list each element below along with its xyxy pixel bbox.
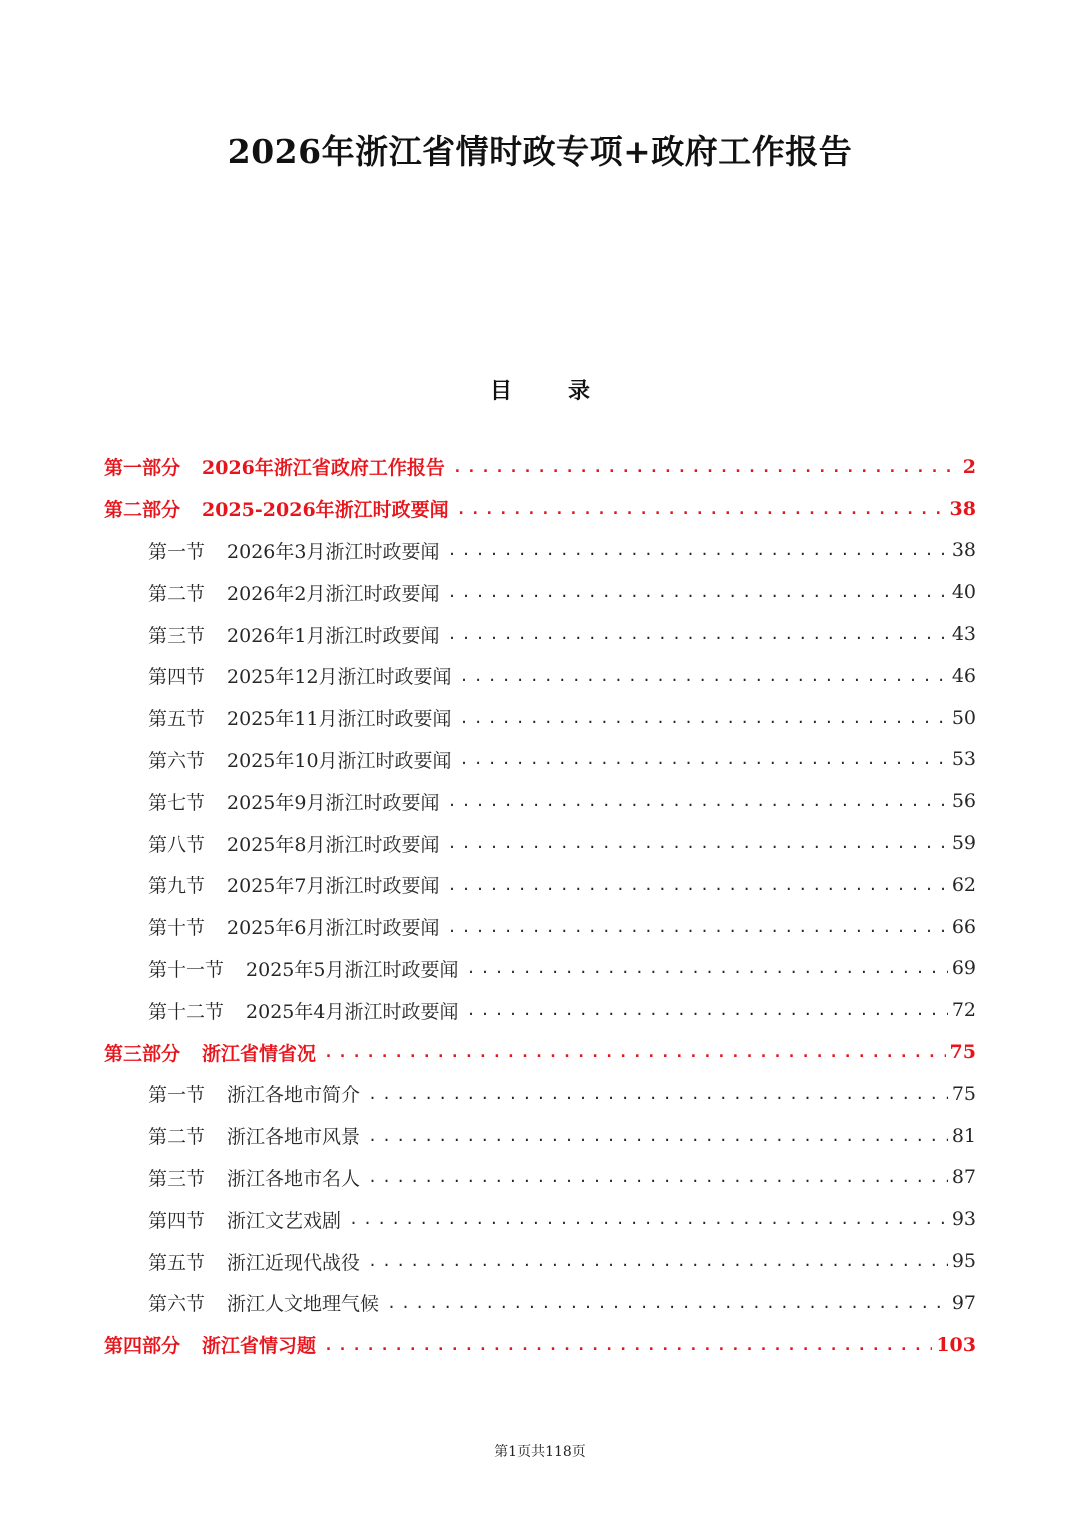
- toc-dot-leader: [460, 709, 948, 727]
- toc-entry-title: 浙江省情省况: [202, 1042, 317, 1065]
- toc-dot-leader: [368, 1252, 948, 1270]
- toc-section-entry[interactable]: [104, 697, 976, 739]
- toc-dot-leader: [447, 625, 947, 643]
- toc-dot-leader: [447, 918, 947, 936]
- toc-section-entry[interactable]: [104, 1282, 976, 1324]
- toc-section-entry[interactable]: [104, 1073, 976, 1115]
- toc-section-entry[interactable]: [104, 906, 976, 948]
- toc-dot-leader: [349, 1210, 948, 1228]
- toc-section-entry[interactable]: [104, 571, 976, 613]
- toc-entry-label: 第一节: [148, 1084, 206, 1107]
- toc-entry-label: 第十节: [148, 917, 206, 940]
- toc-section-entry[interactable]: [104, 1115, 976, 1157]
- toc-dot-leader: [460, 750, 948, 768]
- toc-section-entry[interactable]: [104, 864, 976, 906]
- toc-page-number: 50: [951, 706, 976, 729]
- toc-entry-title: 浙江各地市风景: [227, 1126, 361, 1149]
- toc-entry-title: 2025-2026年浙江时政要闻: [202, 499, 449, 522]
- toc-section-entry[interactable]: [104, 989, 976, 1031]
- toc-page-number: 43: [951, 623, 976, 646]
- page-footer: 第1页共118页: [494, 1444, 586, 1460]
- toc-dot-leader: [447, 541, 947, 559]
- toc-entry-title: 2025年7月浙江时政要闻: [227, 875, 440, 898]
- toc-entry-label: 第十一节: [148, 958, 225, 981]
- toc-entry-title: 2025年9月浙江时政要闻: [227, 791, 440, 814]
- toc-dot-leader: [457, 500, 946, 518]
- document-title: 2026年浙江省情时政专项+政府工作报告: [227, 132, 853, 172]
- toc-dot-leader: [324, 1336, 932, 1354]
- toc-dot-leader: [466, 959, 947, 977]
- toc-entry-label: 第五节: [148, 1251, 206, 1274]
- toc-entry-title: 浙江近现代战役: [227, 1251, 361, 1274]
- toc-section-entry[interactable]: [104, 948, 976, 990]
- toc-section-entry[interactable]: [104, 655, 976, 697]
- toc-entry-title: 2025年8月浙江时政要闻: [227, 833, 440, 856]
- toc-entry-label: 第二部分: [104, 499, 181, 522]
- toc-entry-label: 第一节: [148, 540, 206, 563]
- toc-section-entry[interactable]: [104, 739, 976, 781]
- toc-dot-leader: [447, 876, 947, 894]
- toc-page-number: 2: [962, 455, 976, 478]
- toc-dot-leader: [453, 458, 959, 476]
- toc-part-entry[interactable]: [104, 1324, 976, 1366]
- toc-page-number: 59: [951, 832, 976, 855]
- toc-page-number: 38: [949, 497, 976, 520]
- toc-entry-label: 第四部分: [104, 1335, 181, 1358]
- toc-dot-leader: [460, 667, 948, 685]
- toc-entry-title: 2026年1月浙江时政要闻: [227, 624, 440, 647]
- toc-entry-title: 2025年4月浙江时政要闻: [246, 1000, 459, 1023]
- toc-page-number: 97: [951, 1291, 976, 1314]
- toc-entry-label: 第二节: [148, 1126, 206, 1149]
- toc-dot-leader: [447, 583, 947, 601]
- toc-page-number: 46: [951, 664, 976, 687]
- toc-entry-title: 2026年2月浙江时政要闻: [227, 582, 440, 605]
- toc-dot-leader: [368, 1085, 948, 1103]
- toc-entry-title: 2025年12月浙江时政要闻: [227, 666, 452, 689]
- toc-entry-title: 2025年5月浙江时政要闻: [246, 958, 459, 981]
- toc-entry-title: 2025年11月浙江时政要闻: [227, 708, 452, 731]
- toc-entry-label: 第十二节: [148, 1000, 225, 1023]
- toc-page-number: 38: [951, 539, 976, 562]
- toc-page-number: 72: [951, 999, 976, 1022]
- toc-dot-leader: [447, 792, 947, 810]
- toc-entry-title: 2025年10月浙江时政要闻: [227, 749, 452, 772]
- toc-dot-leader: [387, 1294, 948, 1312]
- toc-part-entry[interactable]: [104, 488, 976, 530]
- toc-heading: 目录: [489, 378, 646, 404]
- toc-entry-label: 第八节: [148, 833, 206, 856]
- toc-page-number: 56: [951, 790, 976, 813]
- toc-section-entry[interactable]: [104, 613, 976, 655]
- toc-entry-label: 第三节: [148, 624, 206, 647]
- toc-page-number: 62: [951, 873, 976, 896]
- toc-entry-title: 2026年3月浙江时政要闻: [227, 540, 440, 563]
- toc-entry-label: 第三节: [148, 1167, 206, 1190]
- toc-section-entry[interactable]: [104, 1157, 976, 1199]
- toc-dot-leader: [466, 1001, 947, 1019]
- toc-section-entry[interactable]: [104, 1198, 976, 1240]
- toc-section-entry[interactable]: [104, 822, 976, 864]
- toc-entry-label: 第六节: [148, 749, 206, 772]
- toc-dot-leader: [368, 1168, 948, 1186]
- toc-part-entry[interactable]: [104, 446, 976, 488]
- toc-page-number: 75: [949, 1041, 976, 1064]
- toc-entry-label: 第四节: [148, 1209, 206, 1232]
- toc-dot-leader: [368, 1127, 948, 1145]
- toc-page-number: 66: [951, 915, 976, 938]
- toc-entry-title: 浙江各地市名人: [227, 1167, 361, 1190]
- toc-entry-label: 第六节: [148, 1293, 206, 1316]
- toc-page-number: 75: [951, 1082, 976, 1105]
- toc-page-number: 87: [951, 1166, 976, 1189]
- toc-entry-label: 第一部分: [104, 457, 181, 480]
- toc-page-number: 53: [951, 748, 976, 771]
- toc-entry-label: 第九节: [148, 875, 206, 898]
- table-of-contents: [104, 446, 976, 1366]
- toc-page-number: 69: [951, 957, 976, 980]
- toc-entry-title: 2025年6月浙江时政要闻: [227, 917, 440, 940]
- toc-entry-title: 浙江省情习题: [202, 1335, 317, 1358]
- toc-page-number: 81: [951, 1124, 976, 1147]
- toc-section-entry[interactable]: [104, 530, 976, 572]
- toc-page-number: 95: [951, 1250, 976, 1273]
- toc-entry-label: 第七节: [148, 791, 206, 814]
- toc-entry-title: 浙江人文地理气候: [227, 1293, 380, 1316]
- toc-entry-title: 浙江各地市简介: [227, 1084, 361, 1107]
- toc-part-entry[interactable]: [104, 1031, 976, 1073]
- toc-entry-label: 第三部分: [104, 1042, 181, 1065]
- toc-dot-leader: [324, 1043, 946, 1061]
- toc-page-number: 40: [951, 581, 976, 604]
- toc-entry-title: 2026年浙江省政府工作报告: [202, 457, 445, 480]
- toc-page-number: 103: [936, 1333, 976, 1356]
- toc-entry-label: 第五节: [148, 708, 206, 731]
- toc-dot-leader: [447, 834, 947, 852]
- toc-entry-label: 第四节: [148, 666, 206, 689]
- toc-entry-title: 浙江文艺戏剧: [227, 1209, 342, 1232]
- toc-section-entry[interactable]: [104, 780, 976, 822]
- toc-section-entry[interactable]: [104, 1240, 976, 1282]
- toc-page-number: 93: [951, 1208, 976, 1231]
- toc-entry-label: 第二节: [148, 582, 206, 605]
